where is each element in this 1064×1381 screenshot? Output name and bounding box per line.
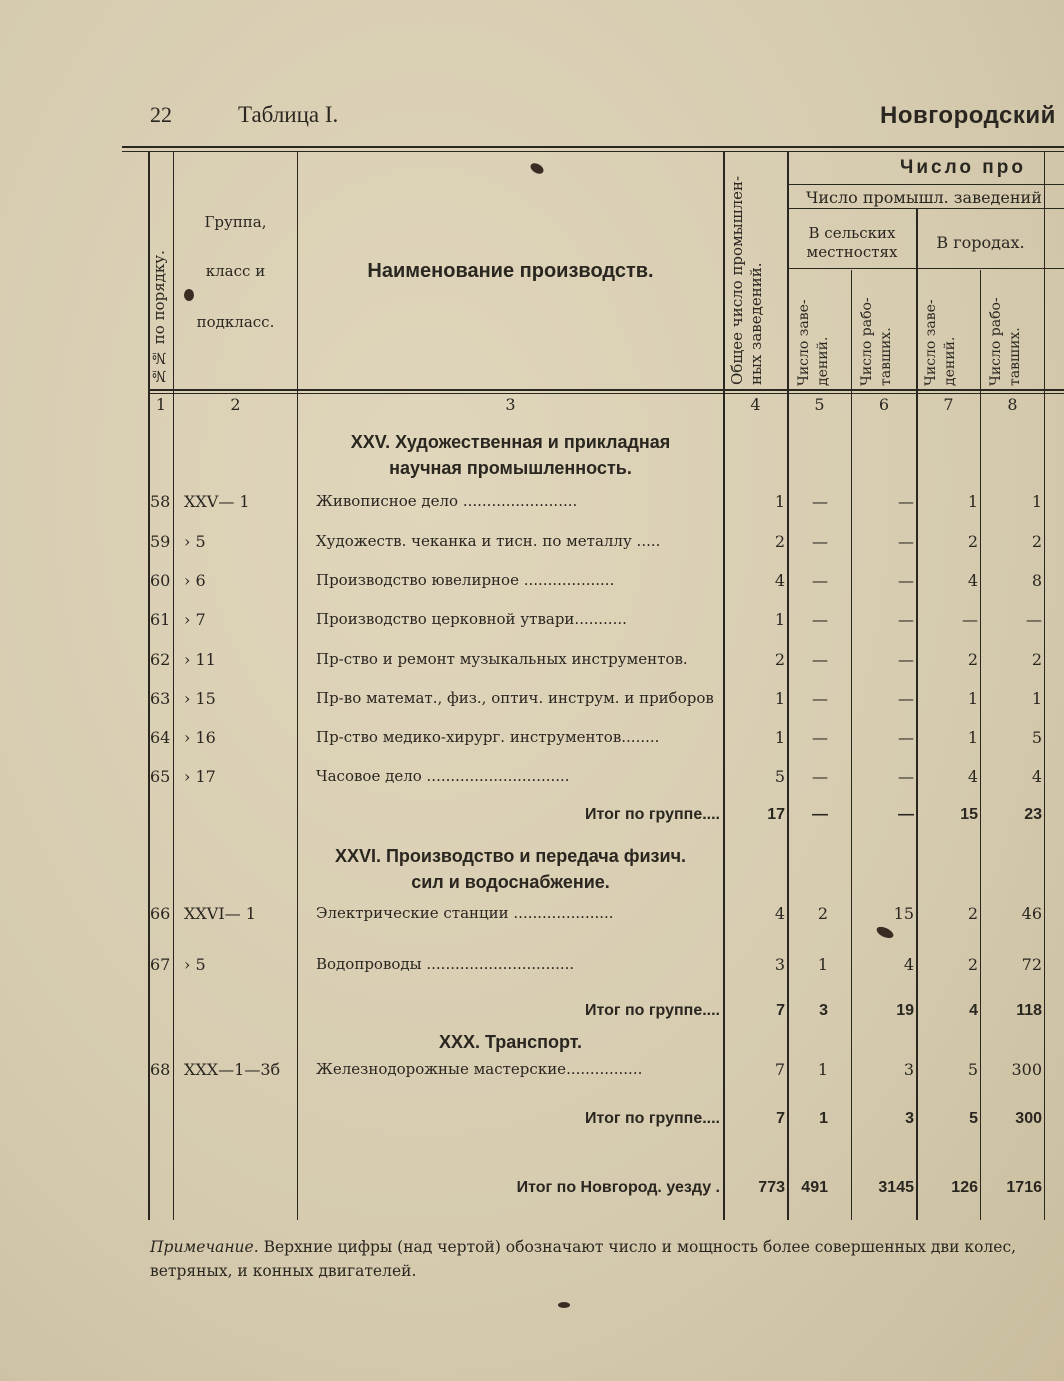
subtotal-label: Итог по группе....	[584, 806, 720, 823]
row-value: 4	[1031, 767, 1042, 786]
header-group-1: Группа,	[204, 213, 267, 231]
row-value: —	[812, 650, 828, 669]
row-value: 5	[774, 767, 785, 786]
row-name: Пр-во математ., физ., оптич. инструм. и приборов	[316, 689, 714, 707]
row-name: Художеств. чеканка и тисн. по металлу .....	[316, 532, 661, 550]
header-group-2: класс и	[205, 262, 266, 280]
row-number: 61	[150, 610, 171, 629]
region-title: Новгородский	[880, 102, 1056, 129]
row-value: —	[812, 571, 828, 590]
row-value: 72	[1021, 955, 1042, 974]
subtotal-value: 3	[905, 1110, 914, 1127]
row-value: 2	[774, 650, 785, 669]
grand-total-label: Итог по Новгород. уезду .	[516, 1179, 720, 1196]
row-value: 5	[967, 1060, 978, 1079]
row-value: —	[812, 767, 828, 786]
row-value: 15	[893, 904, 914, 923]
row-value: 2	[1031, 532, 1042, 551]
subtotal-value: 5	[969, 1110, 978, 1127]
row-name: Производство ювелирное ...................	[316, 571, 615, 589]
row-number: 58	[150, 492, 171, 511]
colnum-8: 8	[1007, 395, 1018, 414]
row-value: 1	[817, 1060, 828, 1079]
header-bottom-rule-thin	[148, 393, 1064, 394]
row-value: —	[898, 532, 914, 551]
header-urban: В городах.	[936, 233, 1025, 252]
urban-rule	[916, 268, 1064, 269]
row-value: 300	[1011, 1060, 1042, 1079]
row-name: Электрические станции .....................	[316, 904, 614, 922]
colnum-1: 1	[155, 395, 167, 414]
row-value: 3	[774, 955, 785, 974]
row-number: 66	[150, 904, 171, 923]
row-group: › 11	[184, 650, 216, 669]
subtotal-value: 4	[969, 1002, 978, 1019]
colnum-5: 5	[814, 395, 825, 414]
subtotal-value: 19	[896, 1002, 914, 1019]
top-rule	[122, 146, 1064, 148]
row-number: 63	[150, 689, 171, 708]
top-rule-thin	[122, 151, 1064, 152]
row-group: XXVI— 1	[184, 904, 256, 923]
colnum-7: 7	[943, 395, 954, 414]
row-value: 1	[967, 689, 978, 708]
row-name: Часовое дело ..............................	[316, 767, 570, 785]
header-urban-work: Число рабо-тавших.	[988, 297, 1023, 386]
col-line-6	[916, 208, 918, 1220]
row-value: —	[898, 492, 914, 511]
row-value: —	[898, 610, 914, 629]
subtotal-value: —	[812, 806, 828, 823]
subtotal-value: 17	[767, 806, 785, 823]
row-number: 59	[150, 532, 171, 551]
footnote	[150, 1235, 1050, 1283]
row-group: › 7	[184, 610, 206, 629]
row-value: 2	[774, 532, 785, 551]
row-value: 4	[774, 904, 785, 923]
row-value: 4	[903, 955, 914, 974]
footnote-text: Верхние цифры (над чертой) обозначают число и мощность более совершенных дви колес, ветряных, и конных двигателей.	[150, 1238, 1017, 1280]
row-value: 2	[967, 904, 978, 923]
row-value: —	[898, 767, 914, 786]
row-value: —	[812, 532, 828, 551]
row-group: › 5	[184, 955, 206, 974]
col-line-2	[297, 152, 298, 1220]
row-number: 68	[150, 1060, 171, 1079]
header-total: Общее число промышлен-ных заведений.	[728, 175, 765, 385]
header-rural-est: Число заве-дений.	[796, 299, 831, 386]
row-value: 8	[1031, 571, 1042, 590]
header-rural-work: Число рабо-тавших.	[859, 297, 894, 386]
ink-blot	[558, 1302, 570, 1308]
col-line-right	[1044, 152, 1045, 1220]
header-bottom-rule	[148, 389, 1064, 391]
section-title: сил и водоснабжение.	[411, 872, 610, 892]
grand-total-value: 491	[801, 1179, 828, 1196]
footnote-lead: Примечание.	[150, 1238, 259, 1256]
row-number: 65	[150, 767, 171, 786]
row-value: 4	[967, 767, 978, 786]
row-group: › 15	[184, 689, 216, 708]
band-rule-1	[787, 184, 1064, 185]
row-number: 67	[150, 955, 171, 974]
section-title: XXX. Транспорт.	[438, 1032, 583, 1052]
row-value: 3	[903, 1060, 914, 1079]
band-rule-2	[787, 208, 1064, 209]
subtotal-label: Итог по группе....	[584, 1002, 720, 1019]
subtotal-value: 118	[1016, 1002, 1042, 1019]
row-value: 1	[967, 728, 978, 747]
row-number: 60	[150, 571, 171, 590]
row-group: › 5	[184, 532, 206, 551]
rural-rule	[787, 268, 916, 269]
ink-blot	[184, 289, 194, 301]
row-name: Пр-ство медико-хирург. инструментов........	[316, 728, 660, 746]
row-value: —	[812, 610, 828, 629]
row-value: —	[812, 689, 828, 708]
subtotal-value: 3	[819, 1002, 828, 1019]
row-value: 1	[817, 955, 828, 974]
grand-total-value: 126	[951, 1179, 978, 1196]
row-group: › 17	[184, 767, 216, 786]
row-name: Железнодорожные мастерские................	[316, 1060, 643, 1078]
row-value: —	[898, 571, 914, 590]
row-number: 62	[150, 650, 171, 669]
row-value: 1	[774, 689, 785, 708]
row-value: —	[898, 689, 914, 708]
section-title: XXV. Художественная и прикладная	[350, 432, 671, 452]
subtotal-value: 300	[1015, 1110, 1042, 1127]
header-group-3: подкласс.	[196, 313, 275, 331]
row-value: —	[1026, 610, 1042, 629]
row-value: 46	[1021, 904, 1042, 923]
row-value: 5	[1031, 728, 1042, 747]
row-value: —	[812, 728, 828, 747]
row-value: 1	[774, 492, 785, 511]
subtotal-value: 1	[819, 1110, 828, 1127]
col-line-3	[723, 152, 725, 1220]
subtotal-value: 15	[960, 806, 978, 823]
row-group: › 6	[184, 571, 206, 590]
header-num: №№ по порядку.	[150, 250, 168, 385]
row-value: —	[898, 728, 914, 747]
subtotal-label: Итог по группе....	[584, 1110, 720, 1127]
row-group: XXV— 1	[184, 492, 250, 511]
row-value: —	[812, 492, 828, 511]
subtotal-value: —	[898, 806, 914, 823]
colnum-4: 4	[750, 395, 761, 414]
grand-total-value: 773	[758, 1179, 785, 1196]
row-name: Живописное дело ........................	[316, 492, 578, 510]
header-rural: В сельских местностях	[806, 224, 898, 261]
row-value: 7	[774, 1060, 785, 1079]
row-name: Пр-ство и ремонт музыкальных инструментов.	[316, 650, 688, 668]
row-name: Водопроводы ...............................	[316, 955, 575, 973]
grand-total-value: 1716	[1006, 1179, 1042, 1196]
row-value: —	[898, 650, 914, 669]
section-title: XXVI. Производство и передача физич.	[334, 846, 687, 866]
row-value: 2	[967, 955, 978, 974]
subtotal-value: 7	[776, 1002, 785, 1019]
row-value: 1	[1031, 492, 1042, 511]
row-value: 1	[967, 492, 978, 511]
row-name: Производство церковной утвари...........	[316, 610, 627, 628]
row-value: 1	[774, 728, 785, 747]
row-value: 2	[817, 904, 828, 923]
row-value: 2	[967, 532, 978, 551]
row-value: 4	[967, 571, 978, 590]
colnum-3: 3	[505, 395, 516, 414]
table-title: Таблица I.	[238, 102, 339, 127]
subtotal-value: 7	[776, 1110, 785, 1127]
row-value: —	[962, 610, 978, 629]
page-number: 22	[150, 102, 172, 127]
row-number: 64	[150, 728, 171, 747]
subtotal-value: 23	[1024, 806, 1042, 823]
row-value: 1	[774, 610, 785, 629]
header-top-band: Число про	[900, 157, 1026, 178]
colnum-2: 2	[230, 395, 241, 414]
colnum-6: 6	[878, 395, 890, 414]
header-sub-band: Число промышл. заведений	[806, 188, 1042, 207]
row-group: XXX—1—3б	[184, 1060, 281, 1079]
row-value: 2	[967, 650, 978, 669]
grand-total-value: 3145	[878, 1179, 914, 1196]
row-value: 1	[1031, 689, 1042, 708]
header-name: Наименование производств.	[367, 260, 654, 282]
row-value: 2	[1031, 650, 1042, 669]
section-title: научная промышленность.	[389, 458, 632, 478]
header-urban-est: Число заве-дений.	[923, 299, 958, 386]
row-group: › 16	[184, 728, 216, 747]
row-value: 4	[774, 571, 785, 590]
